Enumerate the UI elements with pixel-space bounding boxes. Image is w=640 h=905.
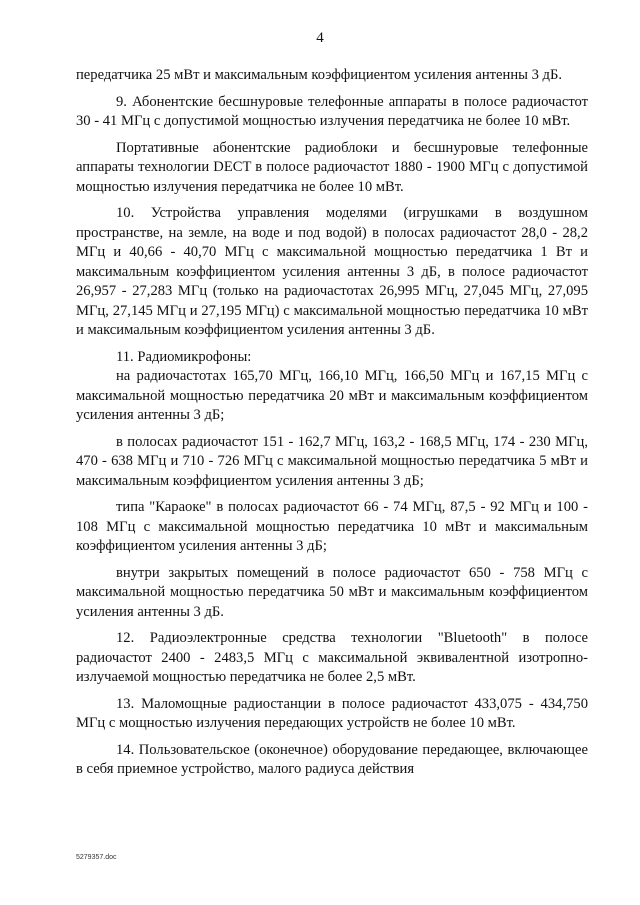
paragraph-dect: Портативные абонентские радиоблоки и бесшнуровые телефонные аппараты технологии DECT в полосе радиочастот 1880 - 1900 МГц с допустимой мощностью излучения передатчика не более 10 мВт. — [76, 139, 588, 195]
document-body — [76, 66, 588, 780]
paragraph-item-14: 14. Пользовательское (оконечное) оборудование передающее, включающее в себя приемное устройство, малого радиуса действия — [76, 741, 588, 777]
paragraph-continuation: передатчика 25 мВт и максимальным коэффициентом усиления антенны 3 дБ. — [76, 67, 562, 83]
paragraph-item-12: 12. Радиоэлектронные средства технологии "Bluetooth" в полосе радиочастот 2400 - 2483,5 МГц с максимальной эквивалентной изотропно-излучаемой мощностью передатчика не более 2,5 мВт. — [76, 630, 588, 685]
paragraph-item-11-bands: в полосах радиочастот 151 - 162,7 МГц, 163,2 - 168,5 МГц, 174 - 230 МГц, 470 - 638 МГц и 710 - 726 МГц с максимальной мощностью передатчика 5 мВт и максимальным коэффициентом усиления антенны 3 дБ; — [76, 433, 588, 489]
paragraph-item-11-karaoke: типа "Караоке" в полосах радиочастот 66 - 74 МГц, 87,5 - 92 МГц и 100 - 108 МГц с максимальной мощностью передатчика 10 мВт и максимальным коэффициентом усиления антенны 3 дБ; — [76, 499, 588, 554]
paragraph-item-11-frequencies: на радиочастотах 165,70 МГц, 166,10 МГц, 166,50 МГц и 167,15 МГц с максимальной мощностью передатчика 20 мВт и максимальным коэффициентом усиления антенны 3 дБ; — [76, 368, 588, 423]
page-number: 4 — [316, 30, 324, 46]
footer-filename: 5279357.doc — [76, 854, 117, 861]
paragraph-item-10: 10. Устройства управления моделями (игрушками в воздушном пространстве, на земле, на воде и под водой) в полосах радиочастот 28,0 - 28,2 МГц и 40,66 - 40,70 МГц с максимальной мощностью передатчика 1 Вт и максимальным коэффициентом усиления антенны 3 дБ, в полосе радиочастот 26,957 - 27,283 МГц (только на радиочастотах 26,995 МГц, 27,045 МГц, 27,095 МГц, 27,145 МГц и 27,195 МГц) с максимальной мощностью передатчика 10 мВт и максимальным коэффициентом усиления антенны 3 дБ. — [76, 205, 588, 338]
paragraph-item-11-indoor: внутри закрытых помещений в полосе радиочастот 650 - 758 МГц с максимальной мощностью передатчика 50 мВт и максимальным коэффициентом усиления антенны 3 дБ. — [76, 564, 588, 620]
paragraph-item-9: 9. Абонентские бесшнуровые телефонные аппараты в полосе радиочастот 30 - 41 МГц с допустимой мощностью излучения передатчика не более 10 мВт. — [76, 93, 588, 129]
paragraph-item-13: 13. Маломощные радиостанции в полосе радиочастот 433,075 - 434,750 МГц с мощностью излучения передающих устройств не более 10 мВт. — [76, 695, 588, 731]
paragraph-item-11-heading: 11. Радиомикрофоны: — [116, 348, 252, 365]
